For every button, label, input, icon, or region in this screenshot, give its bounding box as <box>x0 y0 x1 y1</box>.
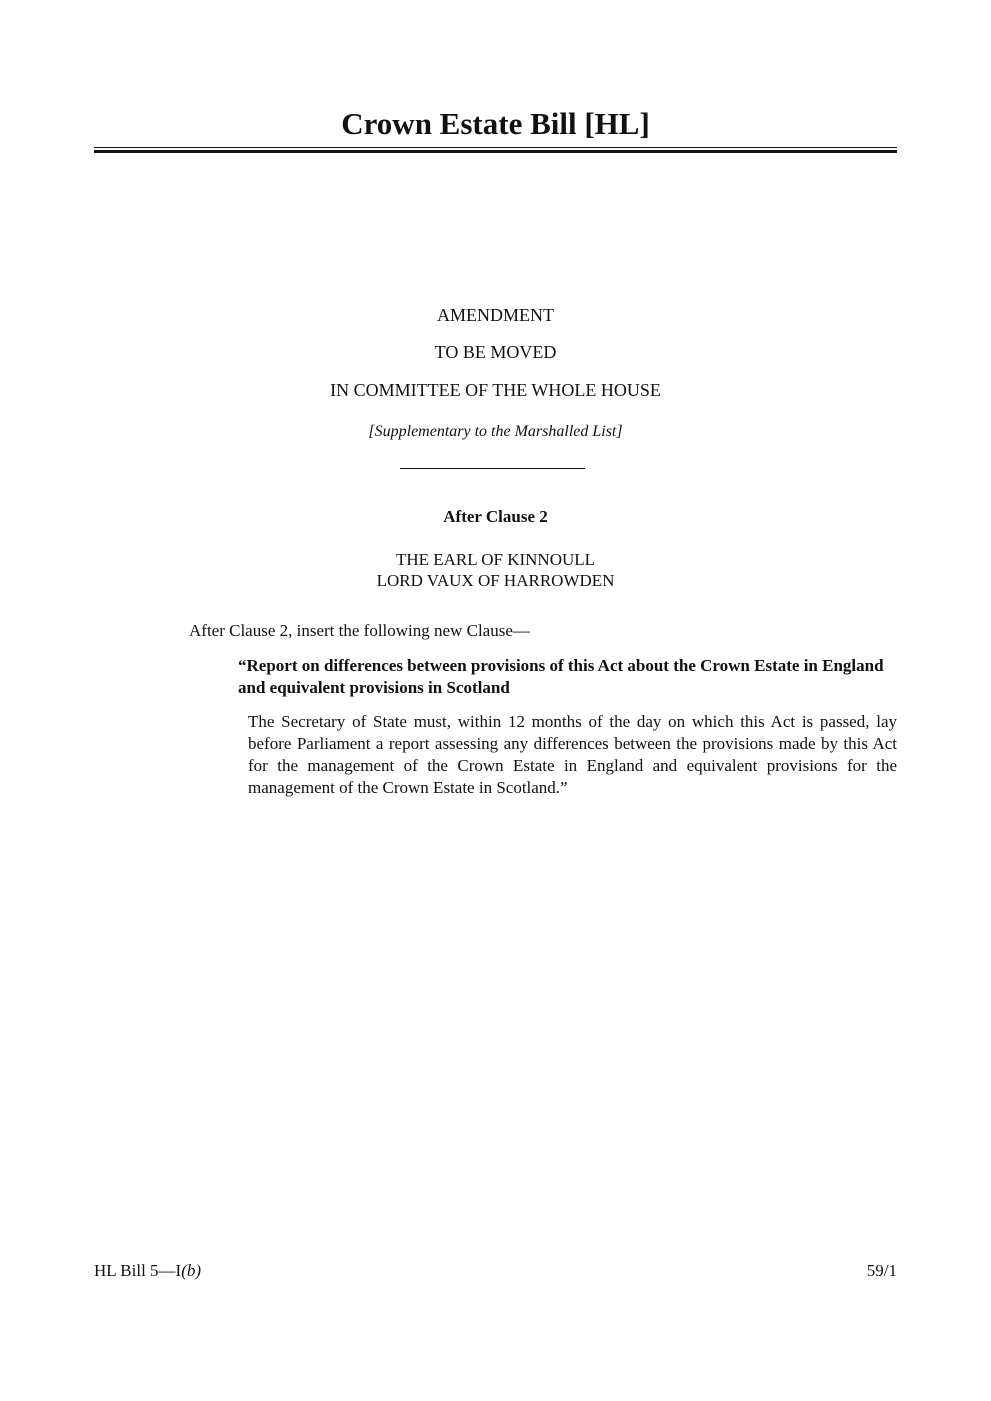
title-rule-thin <box>94 147 897 148</box>
header-committee: IN COMMITTEE OF THE WHOLE HOUSE <box>330 380 661 400</box>
header-to-be-moved: TO BE MOVED <box>434 342 557 362</box>
mover-1: THE EARL OF KINNOULL <box>395 550 596 569</box>
clause-heading: “Report on differences between provisions of this Act about the Crown Estate in England and equivalent provisions in Scotland <box>238 656 884 697</box>
header-note: [Supplementary to the Marshalled List] <box>368 423 623 440</box>
page-reference: 59/1 <box>866 1261 897 1280</box>
bill-reference <box>94 1261 201 1281</box>
document-title: Crown Estate Bill [HL] <box>341 106 650 141</box>
bill-ref: HL Bill 5—I <box>94 1261 182 1280</box>
bill-ref-suffix: (b) <box>181 1261 202 1280</box>
clause-text: The Secretary of State must, within 12 months of the day on which this Act is passed, lay before Parliament a report assessing any differences between the provisions made by this Act for the management of the Crown Estate in England and equivalent provisions for the management of the Crown Estate in Scotland.” <box>248 712 897 797</box>
divider <box>400 468 585 469</box>
amendment-intro: After Clause 2, insert the following new Clause— <box>189 621 530 640</box>
mover-2: LORD VAUX OF HARROWDEN <box>376 571 615 590</box>
title-rule-thick <box>94 150 897 153</box>
amendment-location: After Clause 2 <box>443 507 548 526</box>
header-amendment: AMENDMENT <box>437 305 554 325</box>
